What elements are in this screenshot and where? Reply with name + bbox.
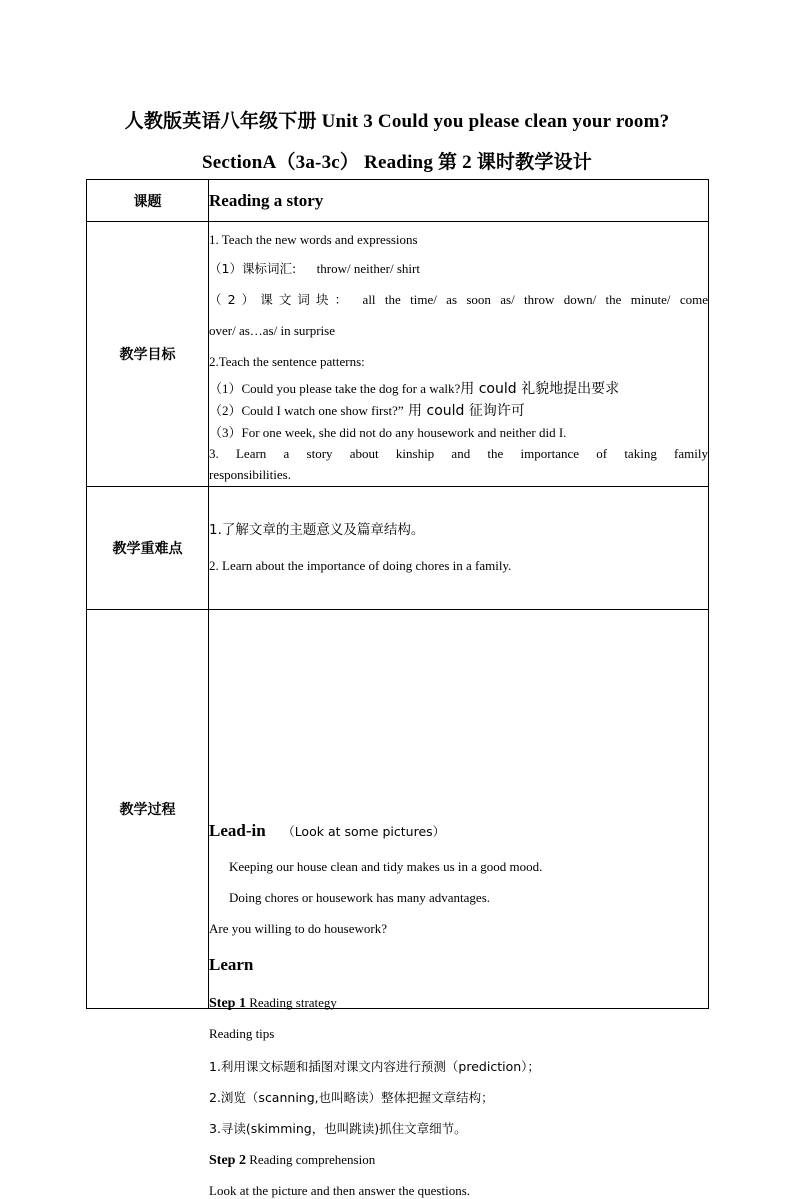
objective-2c: （3）For one week, she did not do any housework and neither did I. [209,425,567,440]
learn-title: Learn [209,955,254,974]
reading-tip-2 [209,1088,494,1106]
objective-3-line2: responsibilities. [209,467,291,482]
objective-2a [209,378,708,400]
step2-line [209,1152,375,1169]
objective-1b-continued: over/ as…as/ in surprise [209,323,336,338]
keypoint-1 [209,512,708,548]
document-title: 人教版英语八年级下册 Unit 3 Could you please clean your room? [124,111,670,132]
document-subtitle: SectionA（3a-3c） Reading 第 2 课时教学设计 [202,152,592,173]
reading-tip-1-text: 1.利用课文标题和插图对课文内容进行预测（prediction）； [209,1059,540,1074]
reading-tip-2-text: 2.浏览（scanning,也叫略读）整体把握文章结构； [209,1090,494,1105]
objective-1b-prefix: （2）课文词块： [209,292,354,307]
process-label: 教学过程 [87,610,209,1009]
table-row-objectives [87,222,709,487]
leadin-question: Are you willing to do housework? [209,921,388,936]
step1-label: Step 1 [209,996,246,1011]
step2-label: Step 2 [209,1153,246,1168]
topic-value: Reading a story [209,190,324,210]
objectives-cell [209,222,709,487]
objective-1a-value: throw/ neither/ shirt [316,261,420,276]
leadin-note: （Look at some pictures） [282,824,446,839]
topic-label: 课题 [87,180,209,222]
table-row-keypoints [87,487,709,610]
table-row-topic [87,180,709,222]
keypoint-2: 2. Learn about the importance of doing chores in a family. [209,558,512,573]
keypoints-cell [209,487,709,610]
objective-1: 1. Teach the new words and expressions [209,232,418,247]
lesson-plan-table [86,179,709,1198]
objective-2b-cn: 用 could 征询许可 [403,403,525,419]
process-cell [209,610,709,1198]
reading-tip-3-text: 3.寻读(skimming，也叫跳读)抓住文章细节。 [209,1121,467,1136]
topic-cell [209,180,709,222]
reading-tip-1 [209,1057,540,1075]
leadin-paragraph-2: Doing chores or housework has many advantages. [229,890,491,905]
objective-2a-en: （1）Could you please take the dog for a walk? [209,381,461,396]
objective-1a-prefix: （1）课标词汇: [209,261,297,276]
objective-1b [209,284,708,316]
objective-2a-cn: 用 could 礼貌地提出要求 [460,381,620,397]
leadin-paragraph-1: Keeping our house clean and tidy makes us in a good mood. [229,859,543,874]
objective-1b-value: all the time/ as soon as/ throw down/ the minute/ come [362,292,708,307]
objective-1a [209,254,708,284]
leadin-heading [209,821,445,841]
step1-text: Reading strategy [249,995,337,1010]
step2-paragraph: Look at the picture and then answer the questions. [209,1183,471,1198]
keypoints-label: 教学重难点 [87,487,209,610]
step1-line [209,995,337,1012]
reading-tips-title: Reading tips [209,1026,275,1041]
objectives-label: 教学目标 [87,222,209,487]
objective-2b [209,400,708,422]
reading-tip-3 [209,1119,467,1137]
leadin-title: Lead-in [209,821,266,840]
objective-2b-en: （2）Could I watch one show first?” [209,403,404,418]
objective-2: 2.Teach the sentence patterns: [209,354,365,369]
objective-3-line1: 3. Learn a story about kinship and the importance of taking family [209,446,708,461]
step2-text: Reading comprehension [249,1152,376,1167]
table-row-process [87,610,709,1009]
keypoint-1-text: 1.了解文章的主题意义及篇章结构。 [209,522,425,538]
